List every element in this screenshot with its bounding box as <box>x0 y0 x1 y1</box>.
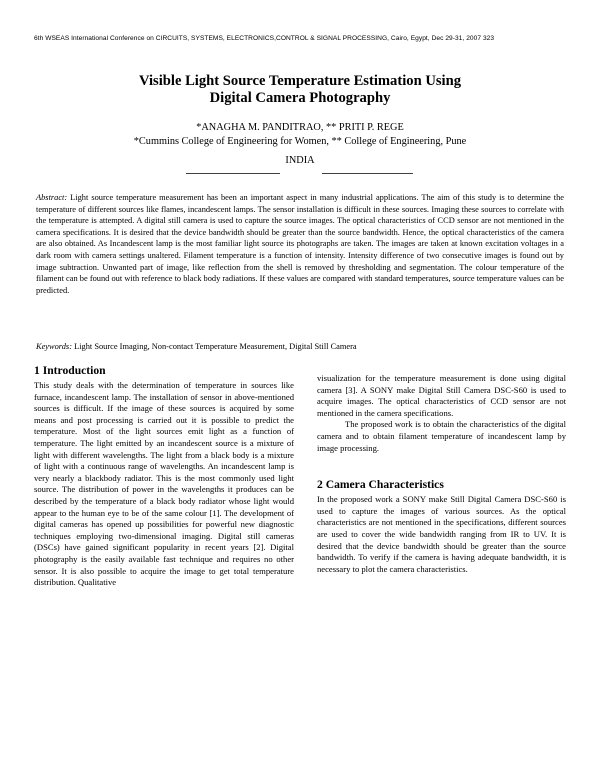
section-2-paragraph: In the proposed work a SONY make Still Digital Camera DSC-S60 is used to capture the images of various sources. As the optical characteristics are not mentioned in the specifications, different sources are used to cover the wide bandwidth ranging from IR to UV. It is desired that the device bandwidth should be greater than the source bandwidth. To verify if the camera is having adequate bandwidth, it is necessary to plot the camera characteristics. <box>317 494 566 574</box>
left-column <box>34 364 294 589</box>
email-link-line-1[interactable] <box>186 173 280 174</box>
email-link-line-2[interactable] <box>322 173 413 174</box>
right-column <box>317 373 566 575</box>
section-2-heading: 2 Camera Characteristics <box>317 478 444 492</box>
keywords-label: Keywords: <box>36 342 72 351</box>
author-block <box>60 121 540 168</box>
keywords-text: Light Source Imaging, Non-contact Temperature Measurement, Digital Still Camera <box>71 342 357 351</box>
section-1-paragraph-2: The proposed work is to obtain the characteristics of the digital camera and to obtain filament temperature of incandescent lamp by image processing. <box>317 419 566 453</box>
email-underlines <box>0 173 600 175</box>
section-1-continued: visualization for the temperature measurement is done using digital camera [3]. A SONY make Digital Still Camera DSC-S60 is used to acquire images. The optical characteristics of CCD sensor are not mentioned in the camera specifications. <box>317 373 566 418</box>
author-affiliation: *Cummins College of Engineering for Women, ** College of Engineering, Pune <box>133 136 467 147</box>
section-1-heading: 1 Introduction <box>34 364 106 377</box>
title-line-2: Digital Camera Photography <box>209 90 391 106</box>
keywords <box>36 341 564 352</box>
paper-title <box>60 73 540 107</box>
abstract-text: Light source temperature measurement has been an important aspect in many industrial applications. The aim of this study is to determine the temperature of different sources like flames, incandescent lamps. The sensor installation is difficult in these sources. Imaging these sources to correlate with the temperature is attempted. A digital still camera is used to capture the source images. The optical characteristics of CCD sensor are not mentioned in the camera specifications. It is desired that the device bandwidth should be greater than the source bandwidth. Hence, the optical characteristics of the camera are also obtained. As Incandescent lamp is the most familiar light source its photographs are taken. The images are taken at known excitation voltages in a dark room with camera settings unaltered. Filament temperature is a function of intensity. Intensity difference of two consecutive images is found out by image subtraction. Unwanted part of image, like reflection from the shell is removed by thresholding and segmentation. The colour temperature of the filament can be found out with reference to black body radiations. If these values are compared with standard temperatures, source temperature values can be predicted. <box>36 193 564 295</box>
author-country: INDIA <box>285 155 315 166</box>
author-names: *ANAGHA M. PANDITRAO, ** PRITI P. REGE <box>196 122 404 133</box>
running-header: 6th WSEAS International Conference on CIRCUITS, SYSTEMS, ELECTRONICS,CONTROL & SIGNAL PROCESSING, Cairo, Egypt, Dec 29-31, 2007 323 <box>34 35 495 42</box>
abstract-label: Abstract: <box>36 193 68 202</box>
section-1-paragraph: This study deals with the determination of temperature in sources like furnace, incandescent lamp. The installation of sensor in above-mentioned sources is difficult. If the image of these sources is acquired by some means and post processing is carried out it is possible to predict the temperature. Most of the light sources emit light as a function of temperature. The light emitted by an incandescent source is a mixture of light with different wavelengths. The light from a black body is a mixture of light with a continuous range of wavelengths. An incandescent lamp is very nearly a blackbody radiator. This is the most commonly used light source. The distribution of power in the wavelengths it produces can be described by the temperature of a black body radiator whose light would appear to the human eye to be of the same colour [1]. The development of digital cameras has opened up possibilities for powerful new diagnostic techniques employing two-dimensional imaging. Digital still cameras (DSCs) have gained significant popularity in recent years [2]. Digital photography is the easily available fast technique and requires no other sensor. It is also possible to acquire the image to get total temperature distribution. Qualitative <box>34 380 294 588</box>
abstract <box>36 192 564 296</box>
title-line-1: Visible Light Source Temperature Estimation Using <box>138 73 462 89</box>
